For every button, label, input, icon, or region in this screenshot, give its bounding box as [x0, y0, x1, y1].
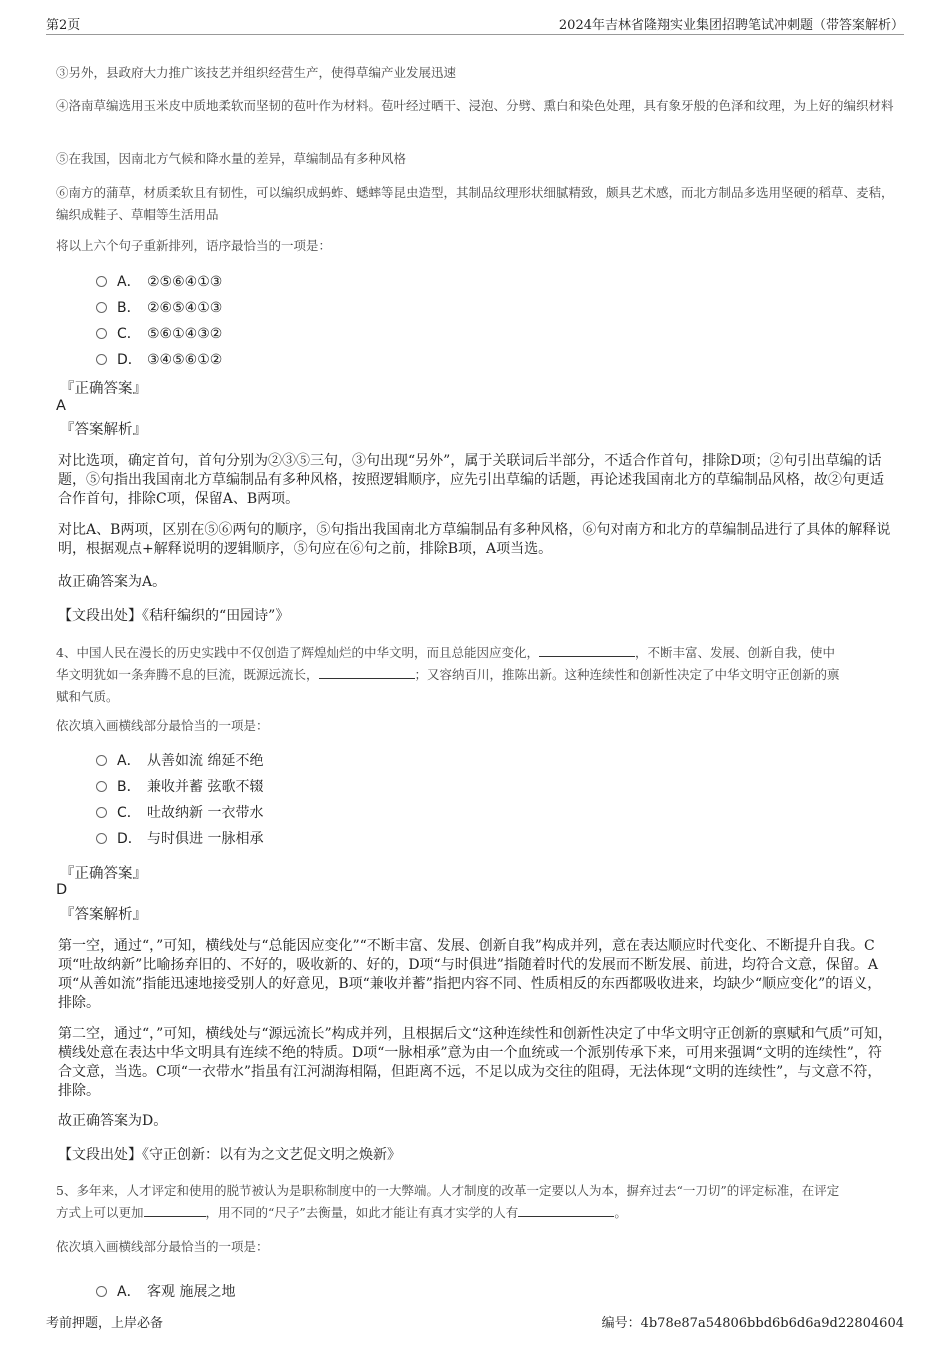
radio-icon[interactable] [96, 354, 107, 365]
q5-stem: 5、多年来，人才评定和使用的脱节被认为是职称制度中的一大弊端。人才制度的改革一定要以人为本，摒弃过去“一刀切”的评定标准，在评定 方式上可以更加 ，用不同的“尺子”去衡量，如此才能让有真才实学的人有 。 [56, 1183, 840, 1220]
q3-prompt: 将以上六个句子重新排列，语序最恰当的一项是： [56, 238, 332, 253]
q3-option-a[interactable]: A． ②⑤⑥④①③ [96, 272, 222, 292]
q3-answer: A [56, 398, 66, 414]
q4-option-b[interactable]: B． 兼收并蓄 弦歌不辍 [96, 777, 263, 797]
page-number: 第2页 [46, 18, 81, 33]
q4-answer: D [56, 882, 68, 898]
document-id: 编号：4b78e87a54806bbd6b6d6a9d22804604 [601, 1316, 904, 1331]
blank-1 [539, 643, 635, 657]
q3-analysis-para-2: 对比A、B两项，区别在⑤⑥两句的顺序，⑤句指出我国南北方草编制品有多种风格，⑥句对南方和北方的草编制品进行了具体的解释说明，根据观点+解释说明的逻辑顺序，⑤句应在⑥句之前，排除B项，A项当选。 [58, 522, 891, 557]
q3-analysis-conclusion: 故正确答案为A。 [58, 574, 167, 590]
q3-sentence-4: ④洛南草编选用玉米皮中质地柔软而坚韧的苞叶作为材料。苞叶经过晒干、浸泡、分劈、熏白和染色处理，具有象牙般的色泽和纹理，为上好的编织材料 [56, 98, 894, 113]
q3-option-b[interactable]: B． ②⑥⑤④①③ [96, 298, 222, 318]
q4-analysis-para-2: 第二空，通过“，”可知，横线处与“源远流长”构成并列，且根据后文“这种连续性和创新性决定了中华文明守正创新的禀赋和气质”可知，横线处意在表达中华文明具有连续不绝的特质。D项“一脉相承”意为由一个血统或一个派别传承下来，可用来强调“文明的连续性”，符合文意，当选。C项“一衣带水”指虽有江河湖海相隔，但距离不远，不足以成为交往的阻碍，无法体现“文明的连续性”，与文意不符，排除。 [58, 1026, 892, 1099]
q5-prompt: 依次填入画横线部分最恰当的一项是： [56, 1239, 269, 1254]
q5-option-a[interactable]: A． 客观 施展之地 [96, 1282, 235, 1302]
q4-prompt: 依次填入画横线部分最恰当的一项是： [56, 718, 269, 733]
q4-option-a[interactable]: A． 从善如流 绵延不绝 [96, 751, 263, 771]
q3-option-d[interactable]: D． ③④⑤⑥①② [96, 350, 222, 370]
radio-icon[interactable] [96, 328, 107, 339]
page-header [46, 14, 904, 35]
q3-sentence-6: ⑥南方的蒲草，材质柔软且有韧性，可以编织成蚂蚱、蟋蟀等昆虫造型，其制品纹理形状细腻精致，颇具艺术感，而北方制品多选用坚硬的稻草、麦秸，编织成鞋子、草帽等生活用品 [56, 185, 894, 222]
q3-option-c[interactable]: C． ⑤⑥①④③② [96, 324, 222, 344]
radio-icon[interactable] [96, 1286, 107, 1297]
radio-icon[interactable] [96, 833, 107, 844]
q4-option-d[interactable]: D． 与时俱进 一脉相承 [96, 829, 263, 849]
radio-icon[interactable] [96, 781, 107, 792]
q4-source: 【文段出处】《守正创新：以有为之文艺促文明之焕新》 [58, 1147, 401, 1163]
radio-icon[interactable] [96, 276, 107, 287]
q4-option-c[interactable]: C． 吐故纳新 一衣带水 [96, 803, 263, 823]
q4-analysis-label: 『答案解析』 [60, 907, 147, 923]
radio-icon[interactable] [96, 302, 107, 313]
blank-1 [144, 1203, 206, 1217]
q3-sentence-5: ⑤在我国，因南北方气候和降水量的差异，草编制品有多种风格 [56, 151, 407, 166]
q3-sentence-3: ③另外，县政府大力推广该技艺并组织经营生产，使得草编产业发展迅速 [56, 65, 457, 80]
q4-answer-label: 『正确答案』 [60, 866, 147, 882]
blank-2 [319, 665, 415, 679]
radio-icon[interactable] [96, 755, 107, 766]
q3-source: 【文段出处】《秸秆编织的“田园诗”》 [58, 608, 290, 624]
radio-icon[interactable] [96, 807, 107, 818]
footer-slogan: 考前押题，上岸必备 [46, 1316, 164, 1331]
q3-analysis-para-1: 对比选项，确定首句，首句分别为②③⑤三句，③句出现“另外”，属于关联词后半部分，不适合作首句，排除D项；②句引出草编的话题，⑤句指出我国南北方草编制品有多种风格，按照逻辑顺序，应先引出草编的话题，再论述我国南北方的草编制品风格，故②句更适合作首句，排除C项，保留A、B两项。 [58, 453, 884, 507]
q3-answer-label: 『正确答案』 [60, 381, 147, 397]
q4-analysis-para-1: 第一空，通过“，”可知，横线处与“总能因应变化”“不断丰富、发展、创新自我”构成并列，意在表达顺应时代变化、不断提升自我。C项“吐故纳新”比喻扬弃旧的、不好的，吸收新的、好的，D项“与时俱进”指随着时代的发展而不断发展、前进，均符合文意，保留。A项“从善如流”指能迅速地接受别人的好意见，B项“兼收并蓄”指把内容不同、性质相反的东西都吸收进来，均缺少“顺应变化”的语义，排除。 [58, 938, 882, 1011]
blank-2 [518, 1203, 614, 1217]
q4-stem: 4、中国人民在漫长的历史实践中不仅创造了辉煌灿烂的中华文明，而且总能因应变化， ，不断丰富、发展、创新自我，使中 华文明犹如一条奔腾不息的巨流，既源远流长， ；又容纳百川，推陈出新。这种连续性和创新性决定了中华文明守正创新的禀 赋和气质。 [56, 645, 840, 704]
q4-analysis-conclusion: 故正确答案为D。 [58, 1113, 168, 1129]
document-title: 2024年吉林省隆翔实业集团招聘笔试冲刺题（带答案解析） [558, 18, 904, 33]
q3-analysis-label: 『答案解析』 [60, 422, 147, 438]
